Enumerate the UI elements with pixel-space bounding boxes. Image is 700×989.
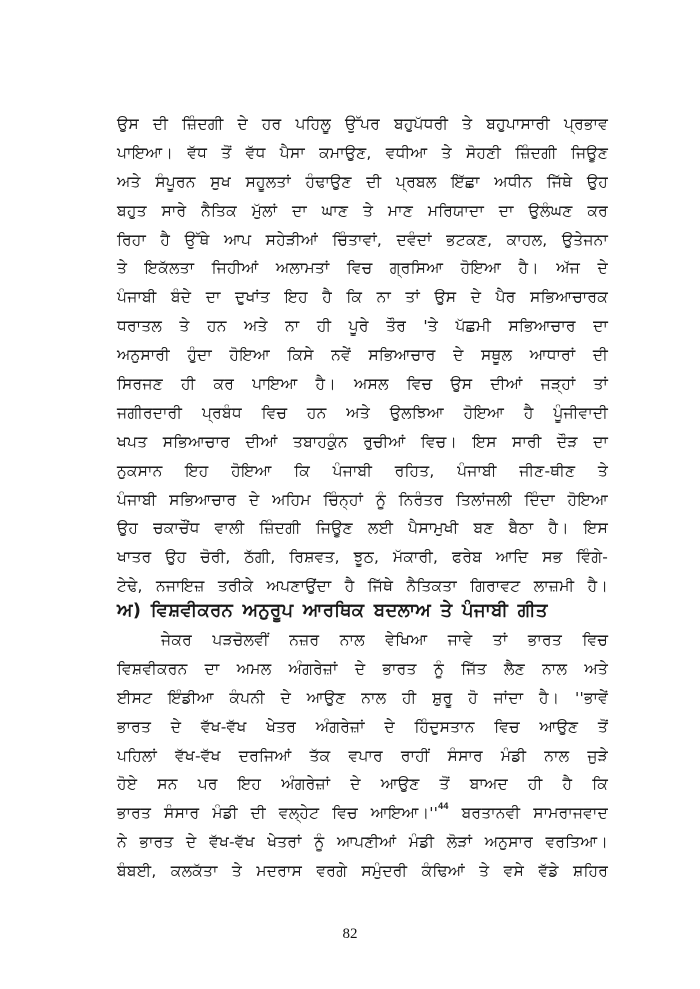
paragraph-line: ਜਗੀਰਦਾਰੀ ਪ੍ਰਬੰਧ ਵਿਚ ਹਨ ਅਤੇ ਉਲਝਿਆ ਹੋਇਆ ਹੈ ਪੂੰਜੀਵਾਦੀ [117,403,608,422]
paragraph-line-with-footnote [117,799,608,828]
paragraph-line: ਅਤੇ ਸੰਪੂਰਨ ਸੁਖ ਸਹੂਲਤਾਂ ਹੰਢਾਉਣ ਦੀ ਪ੍ਰਬਲ ਇੱਛਾ ਅਧੀਨ ਜਿੱਥੇ ਉਹ [117,172,608,191]
paragraph-line: ਹੋਏ ਸਨ ਪਰ ਇਹ ਅੰਗਰੇਜ਼ਾਂ ਦੇ ਆਉਣ ਤੋਂ ਬਾਅਦ ਹੀ ਹੈ ਕਿ [117,775,608,794]
quote-following-text: ਬਰਤਾਨਵੀ ਸਾਮਰਾਜਵਾਦ [461,804,608,823]
footnote-reference[interactable]: 44 [438,801,449,812]
paragraph-line: ਬਹੁਤ ਸਾਰੇ ਨੈਤਿਕ ਮੁੱਲਾਂ ਦਾ ਘਾਣ ਤੇ ਮਾਣ ਮਰਿਯਾਦਾ ਦਾ ਉਲੰਘਣ ਕਰ [117,201,608,220]
paragraph-line: ਧਰਾਤਲ ਤੇ ਹਨ ਅਤੇ ਨਾ ਹੀ ਪੂਰੇ ਤੌਰ 'ਤੇ ਪੱਛਮੀ ਸਭਿਆਚਾਰ ਦਾ [117,317,608,336]
paragraph-line: ਪਹਿਲਾਂ ਵੱਖ-ਵੱਖ ਦਰਜਿਆਂ ਤੱਕ ਵਪਾਰ ਰਾਹੀਂ ਸੰਸਾਰ ਮੰਡੀ ਨਾਲ ਜੁੜੇ [117,746,608,765]
section-heading: ਅ) ਵਿਸ਼ਵੀਕਰਨ ਅਨੁਰੂਪ ਆਰਥਿਕ ਬਦਲਾਅ ਤੇ ਪੰਜਾਬੀ ਗੀਤ [117,600,548,621]
paragraph-2 [117,626,608,886]
paragraph-line: ਪਾਇਆ। ਵੱਧ ਤੋਂ ਵੱਧ ਪੈਸਾ ਕਮਾਉਣ, ਵਧੀਆ ਤੇ ਸੋਹਣੀ ਜ਼ਿੰਦਗੀ ਜਿਊਣ [117,143,608,162]
paragraph-line: ਸਿਰਜਣ ਹੀ ਕਰ ਪਾਇਆ ਹੈ। ਅਸਲ ਵਿਚ ਉਸ ਦੀਆਂ ਜੜ੍ਹਾਂ ਤਾਂ [117,375,608,394]
page-number: 82 [342,926,358,942]
paragraph-line: ਜੇਕਰ ਪੜਚੋਲਵੀਂ ਨਜ਼ਰ ਨਾਲ ਵੇਖਿਆ ਜਾਵੇ ਤਾਂ ਭਾਰਤ ਵਿਚ [161,631,608,649]
paragraph-line: ਰਿਹਾ ਹੈ ਉੱਥੇ ਆਪ ਸਹੇੜੀਆਂ ਚਿੰਤਾਵਾਂ, ਦਵੰਦਾਂ ਭਟਕਣ, ਕਾਹਲ, ਉਤੇਜਨਾ [117,230,608,249]
paragraph-line: ਅਨੁਸਾਰੀ ਹੁੰਦਾ ਹੋਇਆ ਕਿਸੇ ਨਵੇਂ ਸਭਿਆਚਾਰ ਦੇ ਸਥੂਲ ਆਧਾਰਾਂ ਦੀ [117,346,608,365]
paragraph-line: ਉਹ ਚਕਾਚੌਂਧ ਵਾਲੀ ਜ਼ਿੰਦਗੀ ਜਿਊਣ ਲਈ ਪੈਸਾਮੁਖੀ ਬਣ ਬੈਠਾ ਹੈ। ਇਸ [117,519,608,538]
paragraph-line: ਈਸਟ ਇੰਡੀਆ ਕੰਪਨੀ ਦੇ ਆਉਣ ਨਾਲ ਹੀ ਸ਼ੁਰੂ ਹੋ ਜਾਂਦਾ ਹੈ। ''ਭਾਵੇਂ [117,688,608,707]
paragraph-line: ਨੁਕਸਾਨ ਇਹ ਹੋਇਆ ਕਿ ਪੰਜਾਬੀ ਰਹਿਤ, ਪੰਜਾਬੀ ਜੀਣ-ਥੀਣ ਤੇ [117,461,608,480]
paragraph-line: ਖਪਤ ਸਭਿਆਚਾਰ ਦੀਆਂ ਤਬਾਹਕੁੰਨ ਰੁਚੀਆਂ ਵਿਚ। ਇਸ ਸਾਰੀ ਦੌੜ ਦਾ [117,432,608,451]
paragraph-line: ਪੰਜਾਬੀ ਬੰਦੇ ਦਾ ਦੁਖਾਂਤ ਇਹ ਹੈ ਕਿ ਨਾ ਤਾਂ ਉਸ ਦੇ ਪੈਰ ਸਭਿਆਚਾਰਕ [117,288,608,307]
paragraph-line: ਬੰਬਈ, ਕਲਕੱਤਾ ਤੇ ਮਦਰਾਸ ਵਰਗੇ ਸਮੁੰਦਰੀ ਕੰਢਿਆਂ ਤੇ ਵਸੇ ਵੱਡੇ ਸ਼ਹਿਰ [117,862,608,881]
paragraph-line: ਭਾਰਤ ਦੇ ਵੱਖ-ਵੱਖ ਖੇਤਰ ਅੰਗਰੇਜ਼ਾਂ ਦੇ ਹਿੰਦੁਸਤਾਨ ਵਿਚ ਆਉਣ ਤੋਂ [117,717,608,736]
paragraph-line: ਪੰਜਾਬੀ ਸਭਿਆਚਾਰ ਦੇ ਅਹਿਮ ਚਿੰਨ੍ਹਾਂ ਨੂੰ ਨਿਰੰਤਰ ਤਿਲਾਂਜਲੀ ਦਿੰਦਾ ਹੋਇਆ [117,490,608,509]
paragraph-line: ਨੇ ਭਾਰਤ ਦੇ ਵੱਖ-ਵੱਖ ਖੇਤਰਾਂ ਨੂੰ ਆਪਣੀਆਂ ਮੰਡੀ ਲੋੜਾਂ ਅਨੁਸਾਰ ਵਰਤਿਆ। [117,833,608,852]
paragraph-line: ਉਸ ਦੀ ਜ਼ਿੰਦਗੀ ਦੇ ਹਰ ਪਹਿਲੂ ਉੱਪਰ ਬਹੁਪੱਧਰੀ ਤੇ ਬਹੁਪਾਸਾਰੀ ਪ੍ਰਭਾਵ [117,115,608,133]
quote-end-text: ਭਾਰਤ ਸੰਸਾਰ ਮੰਡੀ ਦੀ ਵਲ੍ਹੇਟ ਵਿਚ ਆਇਆ।'' [117,804,439,823]
paragraph-line: ਤੇ ਇਕੱਲਤਾ ਜਿਹੀਆਂ ਅਲਾਮਤਾਂ ਵਿਚ ਗ੍ਰਸਿਆ ਹੋਇਆ ਹੈ। ਅੱਜ ਦੇ [117,259,608,278]
paragraph-1 [117,110,608,601]
paragraph-line: ਵਿਸ਼ਵੀਕਰਨ ਦਾ ਅਮਲ ਅੰਗਰੇਜ਼ਾਂ ਦੇ ਭਾਰਤ ਨੂੰ ਜਿੱਤ ਲੈਣ ਨਾਲ ਅਤੇ [117,659,608,678]
paragraph-line: ਖਾਤਰ ਉਹ ਚੋਰੀ, ਠੱਗੀ, ਰਿਸ਼ਵਤ, ਝੂਠ, ਮੱਕਾਰੀ, ਫਰੇਬ ਆਦਿ ਸਭ ਵਿੰਗੇ- [117,548,608,567]
paragraph-line: ਟੇਢੇ, ਨਜਾਇਜ਼ ਤਰੀਕੇ ਅਪਣਾਉਂਦਾ ਹੈ ਜਿੱਥੇ ਨੈਤਿਕਤਾ ਗਿਰਾਵਟ ਲਾਜ਼ਮੀ ਹੈ। [117,577,608,596]
